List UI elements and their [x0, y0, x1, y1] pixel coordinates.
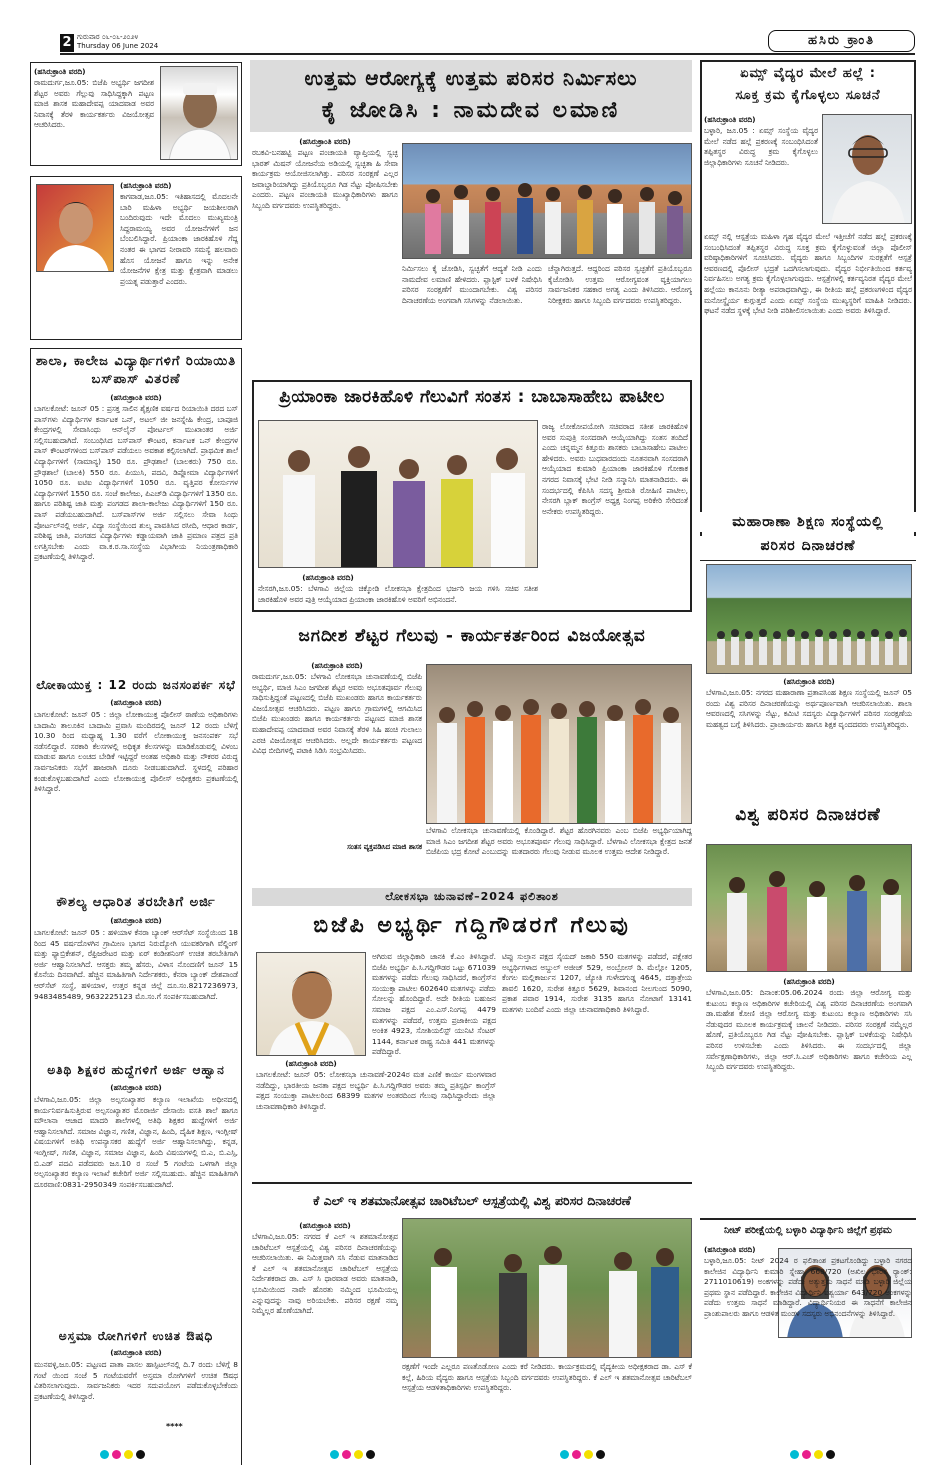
gaddigoudar-photo [256, 952, 366, 1056]
asthma-end-mark: **** [166, 1422, 183, 1431]
world-env-headline: ವಿಶ್ವ ಪರಿಸರ ದಿನಾಚರಣೆ [735, 805, 881, 825]
lokayukta-text: ಬಾಗಲಕೋಟೆ: ಜೂನ್ 05 : ಜಿಲ್ಲಾ ಲೋಕಾಯುಕ್ತ ಪೊಲೀಸ್ ಠಾಣೆಯ ಅಧಿಕಾರಿಗಳು ಬಾದಾಮಿ ತಾಲೂಕಿನ ಬಾದಾಮಿ ಪ್ರವಾಸಿ ಮಂದಿರದಲ್ಲಿ ಜೂನ್ 12 ರಂದು ಬೆಳಿಗ್ಗೆ 10.30 ರಿಂದ ಮಧ್ಯಾಹ್ನ 1.30 ವರೆಗೆ ಲೋಕಾಯುಕ್ತ ಜನಸಂಪರ್ಕ ಸಭೆ ನಡೆಸಲಿದ್ದಾರೆ. ಸರಕಾರಿ ಕೆಲಸಗಳಲ್ಲಿ ಅಧಿಕೃತ ಕೆಲಸಗಳನ್ನು ಮಾಡಿಕೊಡುವಲ್ಲಿ ವಿಳಂಬ ಮಾಡುವ ಹಾಗೂ ಲಂಚದ ಬೇಡಿಕೆ ಇಟ್ಟಿದ್ದರೆ ಅಂತಹ ಅಧಿಕಾರಿ ಮತ್ತು ನೌಕರರ ವಿರುದ್ಧ ಸಾರ್ವಜನಿಕರು ಸಭೆಗೆ ಹಾಜರಾಗಿ ದೂರು ನೀಡಬಹುದಾಗಿದೆ. ಸ್ಥಳದಲ್ಲಿ ಪರಿಹಾರ ಕಂಡುಕೊಳ್ಳಬಹುದಾಗಿದೆ ಎಂದು ಲೋಕಾಯುಕ್ತ ಪೊಲೀಸ್ ಅಧೀಕ್ಷಕರು ಪ್ರಕಟಣೆಯಲ್ಲಿ ತಿಳಿಸಿದ್ದಾರೆ. [34, 710, 238, 794]
mahavir-headline-line2: ಪರಿಸರ ದಿನಾಚರಣೆ [700, 536, 916, 556]
kle-photo-people [403, 1219, 692, 1358]
kle-dateline: (ಹಸಿರುಕ್ರಾಂತಿ ವರದಿ) [299, 1221, 351, 1230]
bus-pass-text: ಬಾಗಲಕೋಟೆ: ಜೂನ್ 05 : ಪ್ರಸಕ್ತ ಸಾಲಿನ ಶೈಕ್ಷಣಿಕ ವರ್ಷದ ರಿಯಾಯಿತಿ ದರದ ಬಸ್ ಪಾಸ್‌ಗಳು ವಿದ್ಯಾರ್ಥಿಗಳ ಕರ್ನಾಟಕ ಒನ್, ಅಟಲ್ ಜೀ ಜನಸ್ನೇಹಿ ಕೇಂದ್ರ, ಬಾಪೂಜಿ ಕೇಂದ್ರಗಳಲ್ಲಿ ಸೇವಾಸಿಂಧು ಆನ್‌ಲೈನ್ ಪೋರ್ಟಲ್ ಮುಖಾಂತರ ಅರ್ಜಿ ಸಲ್ಲಿಸಬಹುದಾಗಿದೆ. ಸಂಬಂಧಿಸಿದ ಬಸ್‌ಪಾಸ್ ಕೌಂಟರ, ಕರ್ನಾಟಕ ಒನ್ ಕೇಂದ್ರಗಳ ಪಾಸ್ ಕೌಂಟರ್‌ಗಳಿಂದ ಬಸ್‌ಪಾಸ್ ಪಡೆಯಲು ಅವಕಾಶ ಕಲ್ಪಿಸಲಾಗಿದೆ. ಪ್ರಾಥಮಿಕ ಶಾಲೆ ವಿದ್ಯಾರ್ಥಿಗಳಿಗೆ (ಸಾಮಾನ್ಯ) 150 ರೂ. ಪ್ರೌಢಶಾಲೆ (ಬಾಲಕರು) 750 ರೂ. ಪ್ರೌಢಶಾಲೆ (ಬಾಲಕಿ) 550 ರೂ. ಪಿಯುಸಿ, ಪದವಿ, ಡಿಪ್ಲೋಮಾ ವಿದ್ಯಾರ್ಥಿಗಳಿಗೆ 1050 ರೂ. ಐಟಿಐ ವಿದ್ಯಾರ್ಥಿಗಳಿಗೆ 1050 ರೂ. ವೃತ್ತಿಪರ ಕೋರ್ಸುಗಳ ವಿದ್ಯಾರ್ಥಿಗಳಿಗೆ 1550 ರೂ. ಸಂಜೆ ಕಾಲೇಜು, ಪಿಎಚ್‌ಡಿ ವಿದ್ಯಾರ್ಥಿಗಳಿಗೆ 1350 ರೂ. ಹಾಗೂ ಪರಿಶಿಷ್ಟ ಜಾತಿ ಮತ್ತು ಪಂಗಡದ ಶಾಲಾ-ಕಾಲೇಜು ವಿದ್ಯಾರ್ಥಿಗಳಿಗೆ 150 ರೂ. ಪಾಸ್ ಪಡೆಯಬಹುದಾಗಿದೆ. ಬಸ್‌ಪಾಸ್‌ಗಳ ಅರ್ಜಿ ಸಲ್ಲಿಸಲು ಸೇವಾ ಸಿಂಧು ಪೋರ್ಟಲ್‌ನಲ್ಲಿ ಅರ್ಜಿ, ವಿದ್ಯಾ ಸಂಸ್ಥೆಯಿಂದ ಶುಲ್ಕ ಪಾವತಿಸಿದ ರಸೀದಿ, ಆಧಾರ ಕಾರ್ಡ, ಪರಿಶಿಷ್ಟ ಜಾತಿ, ಪಂಗಡದ ವಿದ್ಯಾರ್ಥಿಗಳು ಕಡ್ಡಾಯವಾಗಿ ಜಾತಿ ಪ್ರಮಾಣ ಪತ್ರದ ಪ್ರತಿ ಲಗತ್ತಿಸಬೇಕು ಎಂದು ವಾ.ಕ.ರ.ಸಾ.ಸಂಸ್ಥೆಯ ವಿಭಾಗೀಯ ನಿಯಂತ್ರಣಾಧಿಕಾರಿ ಪ್ರಕಟಣೆಯಲ್ಲಿ ತಿಳಿಸಿದ್ದಾರೆ. [34, 404, 238, 562]
jagadish-text: ರಾಮದುರ್ಗ,ಜೂ.05: ಬೆಳಗಾವಿ ಲೋಕಸಭಾ ಚುನಾವಣೆಯಲ್ಲಿ ಬಿಜೆಪಿ ಅಭ್ಯರ್ಥಿ, ಮಾಜಿ ಸಿಎಂ ಜಗದೀಶ ಶೆಟ್ಟರ ಅವರು ಅಭೂತಪೂರ್ವ ಗೆಲುವು ಸಾಧಿಸುತ್ತಿದ್ದಂತೆ ಪಟ್ಟಣದಲ್ಲಿ ಬಿಜೆಪಿ ಮುಖಂಡರು ಹಾಗೂ ಕಾರ್ಯಕರ್ತರು ವಿಜಯೋತ್ಸವ ಆಚರಿಸಿದರು. ಪಟ್ಟಣ ಹಾಗೂ ಗ್ರಾಮಗಳಲ್ಲಿ ಆಗಮಿಸಿದ ಬಿಜೆಪಿ ಮುಖಂಡರು ಹಾಗೂ ಕಾರ್ಯಕರ್ತರು ಪಟ್ಟಣದ ಮಾಜಿ ಶಾಸಕ ಮಹಾದೇವಪ್ಪ ಯಾದವಾಡ ಅವರ ನಿವಾಸಕ್ಕೆ ತೆರಳಿ ಸಿಹಿ ಹಂಚಿ ಗುಲಾಲು ಎರಚಿ ವಿಜಯೋತ್ಸವ ಆಚರಿಸಿದರು. ಅಲ್ಲದೇ ಕಾರ್ಯಕರ್ತರು ಪಟ್ಟಣದ ವಿವಿಧ ಬೀದಿಗಳಲ್ಲಿ ಪಟಾಕಿ ಸಿಡಿಸಿ ಸಂಭ್ರಮಿಸಿದರು. [252, 672, 422, 756]
print-marks-right [790, 1444, 838, 1463]
skill-dateline: (ಹಸಿರುಕ್ರಾಂತಿ ವರದಿ) [110, 916, 162, 925]
paper-name: ಹಸಿರು ಕ್ರಾಂತಿ [807, 33, 876, 48]
brief-2-text: ಕಾಗವಾಡ,ಜೂ.05: ಇತಿಹಾಸದಲ್ಲಿ ಮೊದಲನೇ ಬಾರಿ ಮಹಿಳಾ ಅಭ್ಯರ್ಥಿ ಜಯಶೀಲರಾಗಿ ಬಂದಿರುವುದು ಇದೇ ಮೊದಲು ಮುಖ್ಯಮಂತ್ರಿ ಸಿದ್ದರಾಮಯ್ಯ ಅವರ ಯೋಜನೆಗಳಿಗೆ ಜನ ಬೆಂಬಲಿಸಿದ್ದಾರೆ. ಪ್ರಿಯಾಂಕಾ ಜಾರಕಿಹೊಳಿ ಗೆದ್ದ ನಂತರ ಈ ಭಾಗದ ನೀರಾವರಿ ಸಮಸ್ಯೆ ಹಲವಾರು ಹೊಸ ಯೋಜನೆ ಹಾಗೂ ಇನ್ನು ಅನೇಕ ಯೋಜನೆಗಳ ಕ್ಷೇತ್ರ ಮತ್ತು ಕ್ಷೇತ್ರವಾಗಿ ಮಾಡಲು ಪ್ರಯತ್ನ ಪಡುತ್ತಾರೆ ಎಂದರು. [120, 192, 238, 286]
masthead-date [77, 33, 217, 51]
bus-pass-dateline: (ಹಸಿರುಕ್ರಾಂತಿ ವರದಿ) [110, 393, 162, 402]
priyanka-text: ರಾಜ್ಯ ಲೋಕೋಪಯೋಗಿ ಸಚಿವರಾದ ಸತೀಶ ಜಾರಕಿಹೊಳಿ ಅವರ ಸುಪುತ್ರಿ ಸಂಸದರಾಗಿ ಆಯ್ಕೆಯಾಗಿದ್ದು ಸಂತಸ ತಂದಿದೆ ಎಂದು ಚನ್ನಮ್ಮನ ಕಿತ್ತೂರು ಶಾಸಕರು ಬಾಬಾಸಾಹೇಬ ಪಾಟೀಲ ಹೇಳಿದರು. ಅವರು ಬುಧವಾರದಂದು ನೂತನವಾಗಿ ಸಂಸದರಾಗಿ ಆಯ್ಕೆಯಾದ ಕುಮಾರಿ ಪ್ರಿಯಾಂಕಾ ಜಾರಕಿಹೊಳಿ ಗೋಕಾಕ ನಗರದ ನಿವಾಸಕ್ಕೆ ಭೇಟಿ ನೀಡಿ ಸನ್ಮಾನಿಸಿ ಮಾತನಾಡಿದರು. ಈ ಸಂದರ್ಭದಲ್ಲಿ ಕೆಪಿಸಿಸಿ ಸದಸ್ಯ ಶ್ರೀಮತಿ ರೋಹಿಣಿ ಪಾಟೀಲ, ನೇಸರಗಿ ಬ್ಲಾಕ್ ಕಾಂಗ್ರೆಸ್ ಅಧ್ಯಕ್ಷ ನಿಂಗಪ್ಪ ಅರಿಕೇರಿ ಸೇರಿದಂತೆ ಅನೇಕರು ಉಪಸ್ಥಿತರಿದ್ದರು. [542, 422, 688, 516]
portrait-photo-2 [36, 184, 114, 272]
lead-headline-line2: ಕೈ ಜೋಡಿಸಿ : ನಾಮದೇವ ಲಮಾಣಿ [321, 98, 621, 123]
lokayukta-dateline: (ಹಸಿರುಕ್ರಾಂತಿ ವರದಿ) [110, 698, 162, 707]
kle-text-2: ರಕ್ಷಣೆಗೆ ಇಂದೇ ಎಲ್ಲರೂ ಪಣತೊಡೋಣ ಎಂದು ಕರೆ ನೀಡಿದರು. ಕಾರ್ಯಕ್ರಮದಲ್ಲಿ ವೈದ್ಯಕೀಯ ಅಧೀಕ್ಷಕರಾದ ಡಾ. ಎಸ್ ಕೆ ಕಲ್ಲೆ, ಹಿರಿಯ ವೈದ್ಯರು ಹಾಗೂ ಆಸ್ಪತ್ರೆಯ ಸಿಬ್ಬಂದಿ ವರ್ಗದವರು ಉಪಸ್ಥಿತರಿದ್ದರು. ಕೆ ಎಲ್ ಇ ಶತಮಾನೋತ್ಸವ ಚಾರಿಟೆಬಲ್ ಆಸ್ಪತ್ರೆಯ ಆಡಳಿತಾಧಿಕಾರಿಗಳು ಉಪಸ್ಥಿತರಿದ್ದರು. [402, 1362, 692, 1393]
guest-teacher-dateline: (ಹಸಿರುಕ್ರಾಂತಿ ವರದಿ) [110, 1083, 162, 1092]
brief-1-dateline: (ಹಸಿರುಕ್ರಾಂತಿ ವರದಿ) [34, 67, 86, 76]
aiims-dateline: (ಹಸಿರುಕ್ರಾಂತಿ ವರದಿ) [704, 115, 756, 124]
print-mark-yellow [814, 1450, 823, 1459]
aiims-headline-line2: ಸೂಕ್ತ ಕ್ರಮ ಕೈಗೊಳ್ಳಲು ಸೂಚನೆ [735, 88, 881, 103]
portrait-1-figure [161, 67, 238, 160]
date-kannada: ಗುರುವಾರ ೦೬-೦೬-೨೦೨೪ [77, 33, 139, 41]
guest-teacher-headline: ಅತಿಥಿ ಶಿಕ್ಷಕರ ಹುದ್ದೆಗಳಿಗೆ ಅರ್ಜಿ ಆಹ್ವಾನ [47, 1063, 225, 1077]
brief-2-dateline: (ಹಸಿರುಕ್ರಾಂತಿ ವರದಿ) [120, 181, 172, 190]
lead-col1-text: ರಬಕವಿ-ಬನಹಟ್ಟಿ ಪಟ್ಟಣ ಪಂಚಾಯತಿ ವ್ಯಾಪ್ತಿಯಲ್ಲಿ ಸ್ವಚ್ಛ ಭಾರತ್ ಮಿಷನ್ ಯೋಜನೆಯ ಅಡಿಯಲ್ಲಿ ಸ್ವಚ್ಛತಾ ಹಿ ಸೇವಾ ಕಾರ್ಯಕ್ರಮ ಆಯೋಜಿಸಲಾಗಿತ್ತು. ಪರಿಸರ ಸಂರಕ್ಷಣೆ ಎಲ್ಲರ ಜವಾಬ್ದಾರಿಯಾಗಿದ್ದು ಪ್ರತಿಯೊಬ್ಬರೂ ಗಿಡ ನೆಟ್ಟು ಪೋಷಿಸಬೇಕು ಎಂದರು. ಪಟ್ಟಣ ಪಂಚಾಯತಿ ಮುಖ್ಯಾಧಿಕಾರಿಗಳು ಹಾಗೂ ಸಿಬ್ಬಂದಿ ವರ್ಗದವರು ಉಪಸ್ಥಿತರಿದ್ದರು. [252, 148, 398, 210]
priyanka-photo-people [259, 421, 538, 568]
bus-pass-headline: ಶಾಲಾ, ಕಾಲೇಜ ವಿದ್ಯಾರ್ಥಿಗಳಿಗೆ ರಿಯಾಯಿತಿ ಬಸ್‌ಪಾಸ್ ವಿತರಣೆ [35, 354, 237, 387]
print-mark-yellow [354, 1450, 363, 1459]
asthma-headline: ಅಸ್ತಮಾ ರೋಗಿಗಳಿಗೆ ಉಚಿತ ಔಷಧಿ [58, 1329, 214, 1343]
aiims-text: ಏಮ್ಸ್ ನಲ್ಲಿ ಆಸ್ಪತ್ರೆಯ ಮಹಿಳಾ ಗೃಹ ವೈದ್ಯರ ಮೇಲೆ ಇತ್ತೀಚೆಗೆ ನಡೆದ ಹಲ್ಲೆ ಪ್ರಕರಣಕ್ಕೆ ಸಂಬಂಧಿಸಿದಂತೆ ತಪ್ಪಿತಸ್ಥರ ವಿರುದ್ಧ ಸೂಕ್ತ ಕ್ರಮ ಕೈಗೊಳ್ಳುವಂತೆ ಜಿಲ್ಲಾ ಪೊಲೀಸ್ ವರಿಷ್ಠಾಧಿಕಾರಿಗಳಿಗೆ ಸೂಚಿಸಿದರು. ವೈದ್ಯರು ಹಾಗೂ ಸಿಬ್ಬಂದಿಗಳ ಸುರಕ್ಷತೆಗೆ ಆಸ್ಪತ್ರೆ ಆವರಣದಲ್ಲಿ ಪೊಲೀಸ್ ಭದ್ರತೆ ಒದಗಿಸಲಾಗುವುದು. ವೈದ್ಯರ ನಿರ್ಭೀತಿಯಿಂದ ಕರ್ತವ್ಯ ನಿರ್ವಹಿಸಲು ಅಗತ್ಯ ಕ್ರಮ ಕೈಗೊಳ್ಳಲಾಗುವುದು. ಆಸ್ಪತ್ರೆಗಳಲ್ಲಿ ಕರ್ತವ್ಯನಿರತ ವೈದ್ಯರ ಮೇಲೆ ಹಲ್ಲೆಯು ಕಾನೂನು ರೀತ್ಯಾ ಅಪರಾಧವಾಗಿದ್ದು, ಈ ರೀತಿಯ ಹಲ್ಲೆ ಪ್ರಕರಣಗಳಿಂದ ವೈದ್ಯರ ಮನೋಸ್ಥೈರ್ಯ ಕುಗ್ಗುತ್ತದೆ ಎಂದು ಏಮ್ಸ್ ಸಂಸ್ಥೆಯ ಮುಖ್ಯಸ್ಥರಿಗೆ ಮಾಹಿತಿ ನೀಡಿದರು. ಘಟನೆ ನಡೆದ ಸ್ಥಳಕ್ಕೆ ಭೇಟಿ ನೀಡಿ ಪರಿಶೀಲಿಸಲಾಯಿತು ಎಂದು ಅವರು ತಿಳಿಸಿದ್ದಾರೆ. [704, 232, 912, 316]
print-mark-cyan [790, 1450, 799, 1459]
kle-headline: ಕೆ ಎಲ್ ಇ ಶತಮಾನೋತ್ಸವ ಚಾರಿಟೆಬಲ್ ಆಸ್ಪತ್ರೆಯಲ್ಲಿ ವಿಶ್ವ ಪರಿಸರ ದಿನಾಚರಣೆ [313, 1193, 631, 1208]
asthma-text: ಮುನವಳ್ಳಿ,ಜೂ.05: ಪಟ್ಟಣದ ಪಾತಾ ಪಾಸಲ ಹಾಸ್ಪಿಟಲ್‌ನಲ್ಲಿ ದಿ.7 ರಂದು ಬೆಳಿಗ್ಗೆ 8 ಗಂಟೆ ಯಿಂದ ಸಂಜೆ 5 ಗಂಟೆಯವರೆಗೆ ಅಸ್ತಮಾ ರೋಗಿಗಳಿಗೆ ಉಚಿತ ಔಷಧ ವಿತರಿಸಲಾಗುವುದು. ಸಾರ್ವಜನಿಕರು ಇದರ ಸದುಪಯೋಗ ಪಡೆದುಕೊಳ್ಳಬೇಕೆಂದು ಪ್ರಕಟಣೆಯಲ್ಲಿ ತಿಳಿಸಿದ್ದಾರೆ. [34, 1360, 238, 1401]
portrait-photo-1 [160, 66, 238, 160]
skill-text: ಬಾಗಲಕೋಟೆ: ಜೂನ್ 05 : ಹಳಿಯಾಳ ಕೆನರಾ ಬ್ಯಾಂಕ್ ಆರ್‌ಸೆಟ್ ಸಂಸ್ಥೆಯಿಂದ 18 ರಿಂದ 45 ವರ್ಷದೊಳಗಿನ ಗ್ರಾಮೀಣ ಭಾಗದ ನಿರುದ್ಯೋಗಿ ಯುವಕರಿಗಾಗಿ ವೆಲ್ಡಿಂಗ್ ಮತ್ತು ಫ್ಯಾಬ್ರಿಕೇಶನ್, ರೆಫ್ರಿಜರೇಟರ ಮತ್ತು ಏರ್ ಕಂಡೀಶನಿಂಗ್ ಉಚಿತ ತರಬೇತಿಗಾಗಿ ಅರ್ಜಿ ಆಹ್ವಾನಿಸಲಾಗಿದೆ. ಆಸಕ್ತರು ತಮ್ಮ ಹೆಸರು, ವಿಳಾಸ ನೊಂದಣಿಗೆ ಜೂನ್ 15 ಕೊನೆಯ ದಿನವಾಗಿದೆ. ಹೆಚ್ಚಿನ ಮಾಹಿತಿಗಾಗಿ ನಿರ್ದೇಶಕರು, ಕೆನರಾ ಬ್ಯಾಂಕ್ ದೇಶಪಾಂಡೆ ಆರ್‌ಸೆಟ್ ಸಂಸ್ಥೆ, ಹಳಿಯಾಳ, ಉತ್ತರ ಕನ್ನಡ ಜಿಲ್ಲೆ ದೂ.ಸಂ.8217236973, 9483485489, 9632225123 ಮೊ.ಸಂ.ಗೆ ಸಂಪರ್ಕಿಸಬಹುದಾಗಿದೆ. [34, 928, 238, 1001]
kle-text: ಬೆಳಗಾವಿ,ಜೂ.05: ನಗರದ ಕೆ ಎಲ್ ಇ ಶತಮಾನೋತ್ಸವ ಚಾರಿಟೆಬಲ್ ಆಸ್ಪತ್ರೆಯಲ್ಲಿ ವಿಶ್ವ ಪರಿಸರ ದಿನಾಚರಣೆಯನ್ನು ಆಚರಿಸಲಾಯಿತು. ಈ ನಿಮಿತ್ತವಾಗಿ ಸಸಿ ನೆಡುವ ಮಾತನಾಡಿದ ಕೆ ಎಲ್ ಇ ಶತಮಾನೋತ್ಸವ ಚಾರಿಟೆಬಲ್ ಆಸ್ಪತ್ರೆಯ ನಿರ್ದೇಶಕರಾದ ಡಾ. ಎಸ್ ಸಿ ಧಾರವಾಡ ಅವರು ಮಾತನಾಡಿ, ಭೂಮಿಯಿಂದ ನಾವೇ ಹೊರತು ನಮ್ಮಿಂದ ಭೂಮಿಯಲ್ಲ ಎನ್ನುವುದನ್ನು ನಾವು ಅರಿಯಬೇಕು. ಪರಿಸರ ರಕ್ಷಣೆ ನಮ್ಮ ನಿಮ್ಮೆಲ್ಲರ ಹೊಣೆಯಾಗಿದೆ. [252, 1232, 398, 1316]
page-number: 2 [62, 35, 72, 50]
print-mark-black [136, 1450, 145, 1459]
print-mark-yellow [584, 1450, 593, 1459]
mahavir-dateline: (ಹಸಿರುಕ್ರಾಂತಿ ವರದಿ) [783, 677, 835, 686]
print-mark-magenta [342, 1450, 351, 1459]
print-mark-cyan [560, 1450, 569, 1459]
neet-headline: ನೀಟ್ ಪರೀಕ್ಷೆಯಲ್ಲಿ ಬಳ್ಳಾರಿ ವಿದ್ಯಾರ್ಥಿನಿ ಜಿಲ್ಲೆಗೆ ಪ್ರಥಮ [724, 1225, 892, 1236]
print-mark-cyan [100, 1450, 109, 1459]
election-text-mid: ಅಗಿರುವ ಜಿಲ್ಲಾಧಿಕಾರಿ ಜಾನಕಿ ಕೆ.ಎಂ ತಿಳಿಸಿದ್ದಾರೆ. ಬಿಜೆಪಿ ಅಭ್ಯರ್ಥಿ ಪಿ.ಸಿ.ಗದ್ದಿಗೌಡರ ಒಟ್ಟು 671039 ಮತಗಳನ್ನು ಪಡೆದು ಗೆಲುವು ಸಾಧಿಸಿದರೆ, ಕಾಂಗ್ರೆಸ್‌ನ ಸಂಯುಕ್ತಾ ಪಾಟೀಲ 602640 ಮತಗಳನ್ನು ಪಡೆದು ಸೋಲನ್ನು ಹೊಂದಿದ್ದಾರೆ. ಅದೇ ರೀತಿಯ ಬಹುಜನ ಸಮಾಜ ಪಕ್ಷದ ಎಂ.ಎಸ್.ನಿಂಗಪ್ಪ 4479 ಮತಗಳನ್ನು ಪಡೆದರೆ, ಉತ್ತಮ ಪ್ರಜಾಕೀಯ ಪಕ್ಷದ ಅಂಕಿತ 4923, ಸೋಶಿಯಲಿಸ್ಟ್ ಯುನಿಟಿ ಸೆಂಟರ್ 1144, ಕರ್ನಾಟಕ ರಾಷ್ಟ್ರ ಸಮಿತಿ 441 ಮತಗಳನ್ನು ಪಡೆದಿದ್ದಾರೆ. [372, 952, 496, 1057]
print-mark-yellow [124, 1450, 133, 1459]
guest-teacher-text: ಬೆಳಗಾವಿ,ಜೂ.05: ಜಿಲ್ಲಾ ಅಲ್ಪಸಂಖ್ಯಾತರ ಕಲ್ಯಾಣ ಇಲಾಖೆಯ ಅಧೀನದಲ್ಲಿ ಕಾರ್ಯನಿರ್ವಹಿಸುತ್ತಿರುವ ಅಲ್ಪಸಂಖ್ಯಾತರ ಮೊರಾರ್ಜಿ ದೇಸಾಯಿ ವಸತಿ ಶಾಲೆ ಹಾಗೂ ಮೌಲಾನಾ ಆಜಾದ ಮಾದರಿ ಶಾಲೆಗಳಲ್ಲಿ ಅತಿಥಿ ಶಿಕ್ಷಕರ ಹುದ್ದೆಗಳಿಗೆ ಅರ್ಜಿ ಆಹ್ವಾನಿಸಲಾಗಿದೆ. ಸಮಾಜ ವಿಜ್ಞಾನ, ಗಣಿತ, ವಿಜ್ಞಾನ, ಹಿಂದಿ, ದೈಹಿಕ ಶಿಕ್ಷಣ, ಇಂಗ್ಲೀಷ್ ವಿಷಯಗಳಿಗೆ ಅತಿಥಿ ಉಪನ್ಯಾಸಕರ ಹುದ್ದೆಗೆ ಅರ್ಜಿ ಆಹ್ವಾನಿಸಲಾಗಿದ್ದು, ಕನ್ನಡ, ಇಂಗ್ಲೀಷ್, ಗಣಿತ, ವಿಜ್ಞಾನ, ಸಮಾಜ ವಿಜ್ಞಾನ, ಹಿಂದಿ ವಿಷಯಗಳಲ್ಲಿ ಬಿ.ಎ, ಬಿ.ಎಸ್ಸಿ, ಬಿ.ಎಡ್ ಪದವಿ ಪಡೆದವರು ಜೂ.10 ರ ಸಂಜೆ 5 ಗಂಟೆಯ ಒಳಗಾಗಿ ಜಿಲ್ಲಾ ಅಲ್ಪಸಂಖ್ಯಾತರ ಕಲ್ಯಾಣ ಇಲಾಖೆ ಕಚೇರಿಗೆ ಅರ್ಜಿ ಸಲ್ಲಿಸಬಹುದು. ಹೆಚ್ಚಿನ ಮಾಹಿತಿಗಾಗಿ ದೂರವಾಣಿ:0831-2950349 ಸಂಪರ್ಕಿಸಬಹುದಾಗಿದೆ. [34, 1095, 238, 1189]
kle-photo [402, 1218, 692, 1358]
paper-name-box [768, 30, 915, 52]
brief-1-text: ರಾಮದುರ್ಗ,ಜೂ.05: ಬಿಜೆಪಿ ಅಭ್ಯರ್ಥಿ ಜಗದೀಶ ಶೆಟ್ಟರ ಅವರು ಗೆಲ್ಲುವು ಸಾಧಿಸಿದ್ದಕ್ಕಾಗಿ ಪಟ್ಟಣ ಮಾಜಿ ಶಾಸಕ ಮಹಾದೇವಪ್ಪ ಯಾದವಾಡ ಅವರ ನಿವಾಸಕ್ಕೆ ತೆರಳಿ ಕಾರ್ಯಕರ್ತರು ವಿಜಯೋತ್ಸವ ಆಚರಿಸಿದರು. [34, 78, 154, 130]
jagadish-photo [426, 664, 692, 824]
masthead-rule [60, 53, 915, 55]
print-mark-cyan [330, 1450, 339, 1459]
election-text-left: ಬಾಗಲಕೋಟೆ: ಜೂನ್ 05: ಲೋಕಸಭಾ ಚುನಾವಣೆ-2024ರ ಮತ ಎಣಿಕೆ ಕಾರ್ಯ ಮಂಗಳವಾರ ನಡೆದಿದ್ದು, ಭಾರತೀಯ ಜನತಾ ಪಕ್ಷದ ಅಭ್ಯರ್ಥಿ ಪಿ.ಸಿ.ಗದ್ದಿಗೌಡರ ಅವರು ತಮ್ಮ ಪ್ರತಿಸ್ಪರ್ಧಿ ಕಾಂಗ್ರೆಸ್ ಪಕ್ಷದ ಸಂಯುಕ್ತಾ ಪಾಟೀಲರಿಂದ 68399 ಮತಗಳ ಅಂತರದಿಂದ ಗೆಲುವು ಸಾಧಿಸಿದ್ದಾರೆಂದು ಜಿಲ್ಲಾ ಚುನಾವಣಾಧಿಕಾರಿ ತಿಳಿಸಿದ್ದಾರೆ. [256, 1070, 496, 1111]
date-english: Thursday 06 June 2024 [77, 42, 159, 50]
mahavir-text: ಬೆಳಗಾವಿ,ಜೂ.05: ನಗರದ ಮಹಾರಾಣಾ ಪ್ರತಾಪಸಿಂಹ ಶಿಕ್ಷಣ ಸಂಸ್ಥೆಯಲ್ಲಿ ಜೂನ್ 05 ರಂದು ವಿಶ್ವ ಪರಿಸರ ದಿನಾಚರಣೆಯನ್ನು ಅರ್ಥಪೂರ್ಣವಾಗಿ ಆಚರಿಸಲಾಯಿತು. ಶಾಲಾ ಆವರಣದಲ್ಲಿ ಸಸಿಗಳನ್ನು ನೆಟ್ಟು, ಕಮಿಟಿ ಸದಸ್ಯರು ವಿದ್ಯಾರ್ಥಿಗಳಿಗೆ ಪರಿಸರ ಸಂರಕ್ಷಣೆಯ ಮಹತ್ವದ ಬಗ್ಗೆ ತಿಳಿಸಿದರು. ಪ್ರಾಚಾರ್ಯರು ಹಾಗೂ ಶಿಕ್ಷಕ ವೃಂದದವರು ಉಪಸ್ಥಿತರಿದ್ದರು. [706, 688, 912, 729]
lead-col2-text: ನಿರ್ಮಿಸಲು ಕೈ ಜೋಡಿಸಿ, ಸ್ವಚ್ಛತೆಗೆ ಆದ್ಯತೆ ನೀಡಿ ಎಂದು ನಾಮದೇವ ಲಮಾಣಿ ಹೇಳಿದರು. ಪ್ಲಾಸ್ಟಿಕ್ ಬಳಕೆ ನಿಷೇಧಿಸಿ ಪರಿಸರ ಸಂರಕ್ಷಣೆಗೆ ಮುಂದಾಗಬೇಕು. ವಿಶ್ವ ಪರಿಸರ ದಿನಾಚರಣೆಯ ಅಂಗವಾಗಿ ಸಸಿಗಳನ್ನು ನೆಡಲಾಯಿತು. [402, 264, 542, 305]
priyanka-dateline: (ಹಸಿರುಕ್ರಾಂತಿ ವರದಿ) [302, 573, 354, 582]
print-mark-magenta [112, 1450, 121, 1459]
print-mark-black [826, 1450, 835, 1459]
world-env-photo [706, 844, 912, 972]
mahavir-headline-line1: ಮಹಾರಾಣಾ ಶಿಕ್ಷಣ ಸಂಸ್ಥೆಯಲ್ಲಿ [700, 512, 916, 532]
print-mark-magenta [802, 1450, 811, 1459]
election-headline: ಬಿಜೆಪಿ ಅಭ್ಯರ್ಥಿ ಗದ್ದಿಗೌಡರಗೆ ಗೆಲುವು [313, 913, 631, 938]
print-marks-mid [560, 1444, 608, 1463]
aiims-intro: ಬಳ್ಳಾರಿ, ಜೂ.05 : ಏಮ್ಸ್ ಸಂಸ್ಥೆಯ ವೈದ್ಯರ ಮೇಲೆ ನಡೆದ ಹಲ್ಲೆ ಪ್ರಕರಣಕ್ಕೆ ಸಂಬಂಧಿಸಿದಂತೆ ತಪ್ಪಿತಸ್ಥರ ವಿರುದ್ಧ ಕ್ರಮ ಕೈಗೊಳ್ಳಲು ಜಿಲ್ಲಾಧಿಕಾರಿಗಳು ಸೂಚನೆ ನೀಡಿದರು. [704, 126, 818, 167]
print-marks-center [330, 1444, 378, 1463]
election-kicker: ಲೋಕಸಭಾ ಚುನಾವಣೆ–2024 ಫಲಿತಾಂಶ [385, 890, 559, 903]
priyanka-photo [258, 420, 538, 568]
aiims-headline-line1: ಏಮ್ಸ್ ವೈದ್ಯರ ಮೇಲೆ ಹಲ್ಲೆ : [740, 66, 876, 81]
print-mark-magenta [572, 1450, 581, 1459]
world-env-photo-people [707, 845, 912, 972]
jagadish-dateline: (ಹಸಿರುಕ್ರಾಂತಿ ವರದಿ) [311, 661, 363, 670]
lead-col3-text: ಚೆನ್ನಾಗಿರುತ್ತದೆ. ಆದ್ದರಿಂದ ಪರಿಸರ ಸ್ವಚ್ಛತೆಗೆ ಪ್ರತಿಯೊಬ್ಬರೂ ಕೈಜೋಡಿಸಿ ಉತ್ತಮ ಆರೋಗ್ಯವಂತ ವ್ಯಕ್ತಿಯಾಗಲು ಸಾರ್ವಜನಿಕರ ಸಹಕಾರ ಅಗತ್ಯ ಎಂದು ತಿಳಿಸಿದರು. ಆರೋಗ್ಯ ನಿರೀಕ್ಷಕರು ಹಾಗೂ ಸಿಬ್ಬಂದಿ ವರ್ಗದವರು ಉಪಸ್ಥಿತರಿದ್ದರು. [548, 264, 692, 305]
gaddigoudar-figure [257, 953, 366, 1056]
lead-photo-people [403, 144, 692, 259]
aiims-official-figure [823, 115, 912, 224]
print-mark-black [366, 1450, 375, 1459]
election-dateline: (ಹಸಿರುಕ್ರಾಂತಿ ವರದಿ) [285, 1059, 337, 1068]
aiims-photo [822, 114, 912, 224]
jagadish-photo-text: ಬೆಳಗಾವಿ ಲೋಕಸಭಾ ಚುನಾವಣೆಯಲ್ಲಿ ಕೊಂಡಿದ್ದಾರೆ. ಶೆಟ್ಟರ ಹೊರಗಿನವರು ಎಂಬ ಬಿಜೆಪಿ ಅಭ್ಯರ್ಥಿಯಾಗಿದ್ದ ಮಾಜಿ ಸಿಎಂ ಜಗದೀಶ ಶೆಟ್ಟರ ಅವರು ಅಭೂತಪೂರ್ವ ಗೆಲುವು ಸಾಧಿಸಿದ್ದಾರೆ. ಬೆಳಗಾವಿ ಲೋಕಸಭಾ ಕ್ಷೇತ್ರದ ಜನತೆ ಬಿಜೆಪಿಯ ಭದ್ರ ಕೋಟೆ ಎಂಬುದನ್ನು ಮತದಾರರು ಗೆಲುವು ನೀಡುವ ಮೂಲಕ ಉತ್ತಮ ಆದೇಶ ನೀಡಿದ್ದಾರೆ. [426, 826, 692, 857]
lokayukta-headline: ಲೋಕಾಯುಕ್ತ : 12 ರಂದು ಜನಸಂಪರ್ಕ ಸಭೆ [36, 678, 236, 692]
election-text-right: ಟಿಪ್ಪು ಸುಲ್ತಾನ ಪಕ್ಷದ ಸೈಯದ್ ಜಕಾರಿ 550 ಮತಗಳನ್ನು ಪಡೆದರೆ, ಪಕ್ಷೇತರ ಅಭ್ಯರ್ಥಿಗಳಾದ ಅಬ್ದುಲ್ ಅಜೀಜ್ 529, ಅಂಬ್ರೋಸ್ ಡಿ. ಮೆಲ್ಲೋ 1205, ಕೆಂಗಲ ಮಲ್ಲಿಕಾರ್ಜುನ 1207, ಜ್ಯೋತಿ ಗುಳೇದಗುಡ್ಡ 4645, ದತ್ತಾತ್ರೇಯ ಶಾವಲಿ 1620, ಸುರೇಶ ಕಿತ್ತೂರ 5629, ಶಿವಾನಂದ ನೀಲಗುಂದ 5090, ಪ್ರಕಾಶ ಪವಾರ 1914, ಸುರೇಶ 3135 ಹಾಗೂ ನೋಟಾಗೆ 13141 ಮತಗಳು ಬಂದಿವೆ ಎಂದು ಜಿಲ್ಲಾ ಚುನಾವಣಾಧಿಕಾರಿ ತಿಳಿಸಿದ್ದಾರೆ. [502, 952, 692, 1014]
world-env-dateline: (ಹಸಿರುಕ್ರಾಂತಿ ವರದಿ) [783, 977, 835, 986]
neet-top-rule [700, 1218, 916, 1220]
neet-text: ಬಳ್ಳಾರಿ,ಜೂ.05: ನೀಟ್ 2024 ರ ಫಲಿತಾಂಶ ಪ್ರಕಟಗೊಂಡಿದ್ದು ಬಳ್ಳಾರಿ ನಗರದ ಕಾಲೇಜಿನ ವಿದ್ಯಾರ್ಥಿನಿ ಕುಮಾರಿ ಸ್ನೇಹಾ 668/720 (ಅಖಿಲ ಭಾರತ ರ‍್ಯಾಂಕ್: 2711010619) ಅಂಕಗಳನ್ನು ಪಡೆದು ಅತ್ಯುತ್ತಮ ಸಾಧನೆ ಮಾಡಿ ಬಳ್ಳಾರಿ ಜಿಲ್ಲೆಯ ಪ್ರಥಮ ಸ್ಥಾನ ಪಡೆದಿದ್ದಾರೆ. ಕಾಲೇಜಿನ ವಿದ್ಯಾರ್ಥಿನಿ ಐಶ್ವರ್ಯಾ 643/720 ಅಂಕಗಳನ್ನು ಪಡೆದು ಉತ್ತಮ ಸಾಧನೆ ಮಾಡಿದ್ದಾರೆ. ವಿದ್ಯಾರ್ಥಿನಿಯರ ಈ ಸಾಧನೆಗೆ ಕಾಲೇಜಿನ ಪ್ರಾಂಶುಪಾಲರು ಹಾಗೂ ಆಡಳಿತ ಮಂಡಳಿ ಸದಸ್ಯರು ಅಭಿನಂದನೆಗಳನ್ನು ತಿಳಿಸಿದ್ದಾರೆ. [704, 1256, 912, 1318]
jagadish-photo-people [427, 665, 692, 824]
asthma-dateline: (ಹಸಿರುಕ್ರಾಂತಿ ವರದಿ) [110, 1348, 162, 1357]
lead-group-photo [402, 143, 692, 259]
print-marks-left [100, 1444, 148, 1463]
priyanka-caption-text: ನೇಸರಗಿ,ಜೂ.05: ಬೆಳಗಾವಿ ಜಿಲ್ಲೆಯ ಚಿಕ್ಕೋಡಿ ಲೋಕಸಭಾ ಕ್ಷೇತ್ರದಿಂದ ಭರ್ಜರಿ ಜಯ ಗಳಿಸಿ ಸಚಿವ ಸತೀಶ ಜಾರಕಿಹೊಳಿ ಅವರ ಪುತ್ರಿ ಆಯ್ಕೆಯಾದ ಪ್ರಿಯಾಂಕಾ ಜಾರಕಿಹೊಳಿ ಅವರಿಗೆ ಅಭಿನಂದನೆ. [258, 584, 538, 604]
world-env-text: ಬೆಳಗಾವಿ,ಜೂ.05: ದಿನಾಂಕ:05.06.2024 ರಂದು ಜಿಲ್ಲಾ ಆರೋಗ್ಯ ಮತ್ತು ಕುಟುಂಬ ಕಲ್ಯಾಣ ಅಧಿಕಾರಿಗಳ ಕಚೇರಿಯಲ್ಲಿ ವಿಶ್ವ ಪರಿಸರ ದಿನಾಚರಣೆಯ ಅಂಗವಾಗಿ ಡಾ.ಮಹೇಶ ಕೋಣಿ ಜಿಲ್ಲಾ ಆರೋಗ್ಯ ಮತ್ತು ಕುಟುಂಬ ಕಲ್ಯಾಣ ಅಧಿಕಾರಿಗಳು ಸಸಿ ನೆಡುವುದರ ಮೂಲಕ ಕಾರ್ಯಕ್ರಮಕ್ಕೆ ಚಾಲನೆ ನೀಡಿದರು. ಪರಿಸರ ಸಂರಕ್ಷಣೆ ನಮ್ಮೆಲ್ಲರ ಹೊಣೆ, ಪ್ರತಿಯೊಬ್ಬರೂ ಗಿಡ ನೆಟ್ಟು ಪೋಷಿಸಬೇಕು. ಪ್ಲಾಸ್ಟಿಕ್ ಬಳಕೆಯನ್ನು ನಿಷೇಧಿಸಿ ಪರಿಸರ ಉಳಿಸಬೇಕು ಎಂದು ತಿಳಿಸಿದರು. ಈ ಸಂದರ್ಭದಲ್ಲಿ ಜಿಲ್ಲಾ ಸರ್ವೇಕ್ಷಣಾಧಿಕಾರಿಗಳು, ಜಿಲ್ಲಾ ಆರ್.ಸಿ.ಎಚ್ ಅಧಿಕಾರಿಗಳು ಹಾಗೂ ಕಚೇರಿಯ ಎಲ್ಲ ಸಿಬ್ಬಂದಿ ವರ್ಗದವರು ಉಪಸ್ಥಿತರಿದ್ದರು. [706, 988, 912, 1072]
jagadish-caption: ಸಂತಸ ವ್ಯಕ್ತಪಡಿಸಿದ ಮಾಜಿ ಶಾಸಕ [347, 843, 422, 851]
page-number-box [60, 34, 74, 52]
lead-headline-line1: ಉತ್ತಮ ಆರೋಗ್ಯಕ್ಕೆ ಉತ್ತಮ ಪರಿಸರ ನಿರ್ಮಿಸಲು [304, 66, 638, 90]
mahavir-photo-people [707, 565, 912, 674]
neet-dateline: (ಹಸಿರುಕ್ರಾಂತಿ ವರದಿ) [704, 1245, 756, 1254]
kle-top-rule [252, 1182, 692, 1184]
skill-headline: ಕೌಶಲ್ಯ ಆಧಾರಿತ ತರಬೇತಿಗೆ ಅರ್ಜಿ [56, 895, 216, 910]
jagadish-headline: ಜಗದೀಶ ಶೆಟ್ಟರ ಗೆಲುವು - ಕಾರ್ಯಕರ್ತರಿಂದ ವಿಜಯೋತ್ಸವ [298, 626, 646, 646]
mahavir-photo [706, 564, 912, 674]
portrait-2-figure [37, 185, 114, 272]
print-mark-black [596, 1450, 605, 1459]
priyanka-headline: ಪ್ರಿಯಾಂಕಾ ಜಾರಕಿಹೊಳಿ ಗೆಲುವಿಗೆ ಸಂತಸ : ಬಾಬಾಸಾಹೇಬ ಪಾಟೀಲ [279, 387, 665, 407]
lead-dateline: (ಹಸಿರುಕ್ರಾಂತಿ ವರದಿ) [299, 137, 351, 146]
